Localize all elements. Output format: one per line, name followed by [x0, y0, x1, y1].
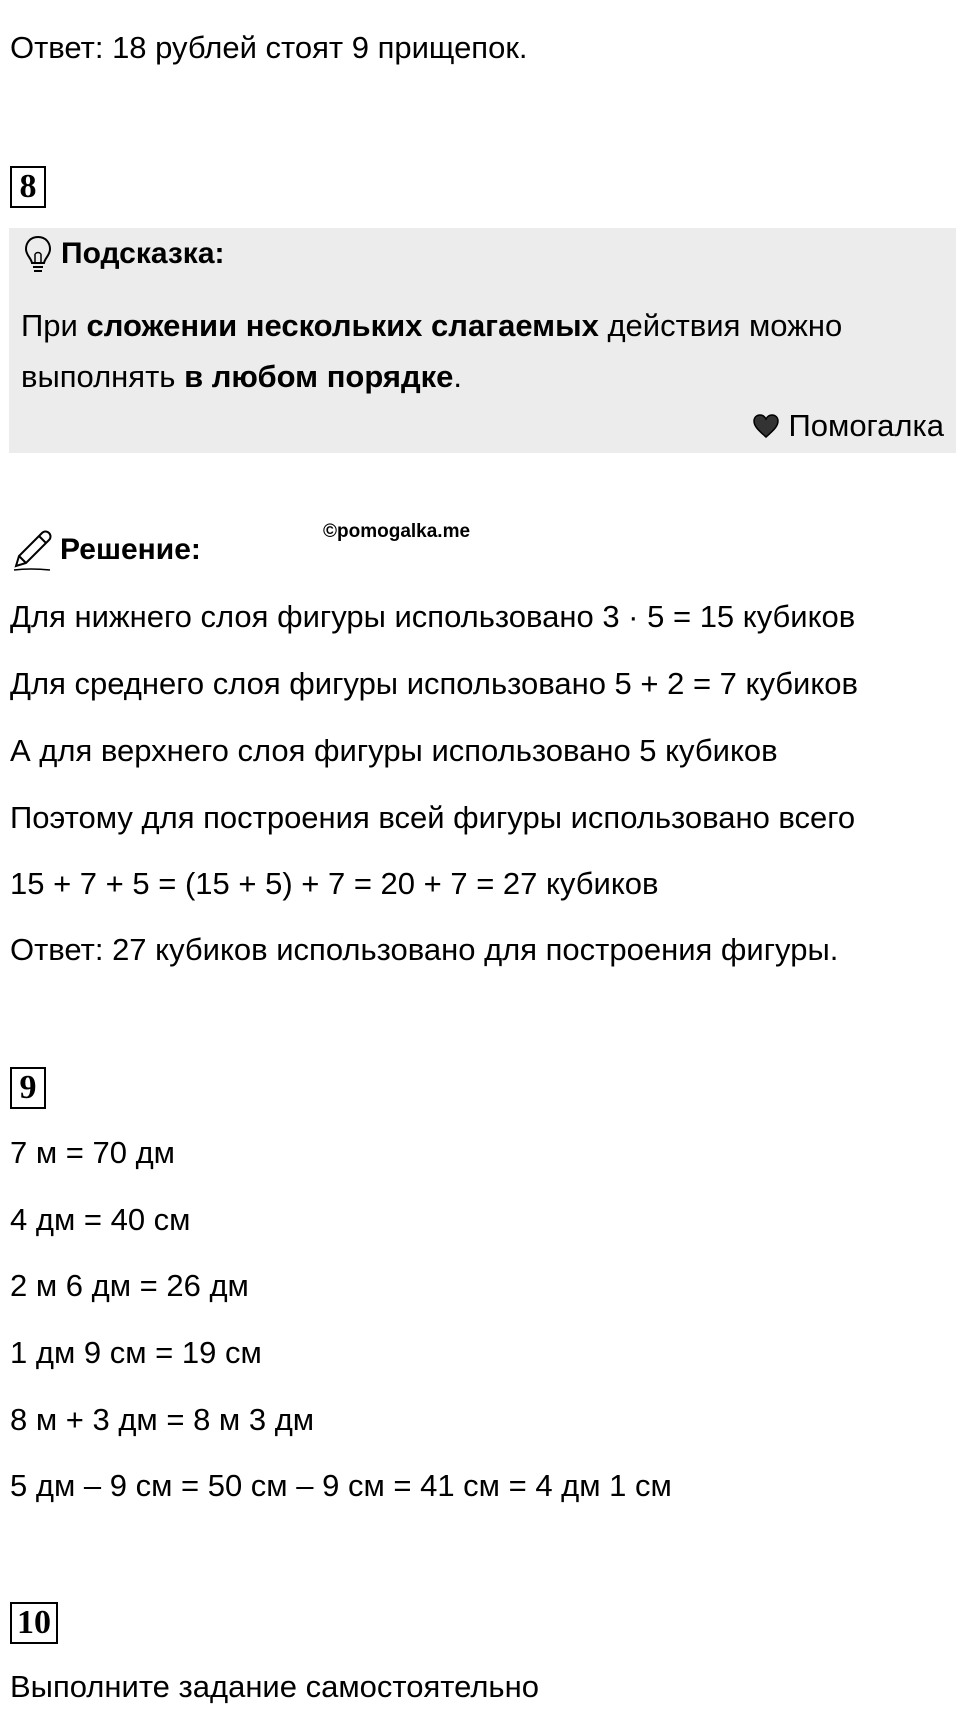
watermark: ©pomogalka.me [323, 521, 471, 542]
hint-header [23, 234, 225, 274]
solution-line-5: 15 + 7 + 5 = (15 + 5) + 7 = 20 + 7 = 27 кубиков [10, 866, 659, 901]
hint-title: Подсказка: [61, 237, 225, 270]
hint-bold-part: сложении нескольких слагаемых [86, 308, 599, 343]
hint-text-part: . [453, 359, 463, 394]
hint-bold-part: в любом порядке [184, 359, 454, 394]
solution-title: Решение: [60, 533, 201, 566]
task-number-8: 8 [10, 166, 46, 208]
conversion-line-1: 7 м = 70 дм [10, 1135, 175, 1170]
solution-line-2: Для среднего слоя фигуры использовано 5 + 2 = 7 кубиков [10, 666, 858, 701]
conversion-line-4: 1 дм 9 см = 19 см [10, 1335, 262, 1370]
conversion-line-2: 4 дм = 40 см [10, 1202, 191, 1237]
task10-text: Выполните задание самостоятельно [10, 1669, 539, 1704]
previous-answer: Ответ: 18 рублей стоят 9 прищепок. [10, 30, 528, 65]
task-number-9: 9 [10, 1067, 46, 1109]
hint-brand [752, 406, 944, 446]
hint-text-part: действия можно выполнять [21, 308, 843, 394]
heart-icon [752, 413, 780, 439]
solution-header [10, 528, 201, 572]
hint-box [9, 228, 956, 453]
hint-text [21, 300, 921, 402]
solution-answer: Ответ: 27 кубиков использовано для построения фигуры. [10, 932, 839, 967]
brand-name: Помогалка [788, 408, 944, 443]
pencil-icon [10, 528, 54, 572]
lightbulb-icon [23, 234, 53, 274]
conversion-line-5: 8 м + 3 дм = 8 м 3 дм [10, 1402, 315, 1437]
conversion-line-3: 2 м 6 дм = 26 дм [10, 1268, 249, 1303]
solution-line-4: Поэтому для построения всей фигуры использовано всего [10, 800, 856, 835]
solution-line-1: Для нижнего слоя фигуры использовано 3 · 5 = 15 кубиков [10, 599, 856, 634]
hint-text-part: При [21, 308, 87, 343]
conversion-line-6: 5 дм – 9 см = 50 см – 9 см = 41 см = 4 дм 1 см [10, 1468, 672, 1503]
solution-line-3: А для верхнего слоя фигуры использовано 5 кубиков [10, 733, 778, 768]
task-number-10: 10 [10, 1602, 58, 1644]
